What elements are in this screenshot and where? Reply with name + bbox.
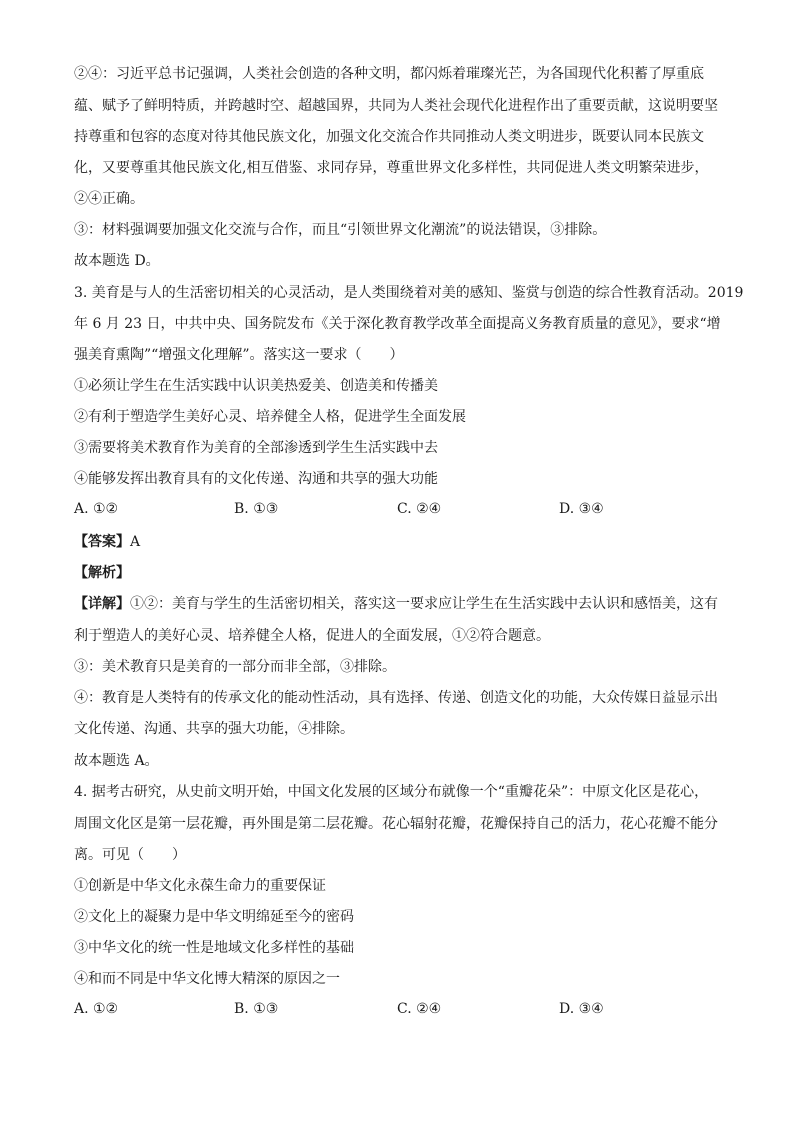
q4-stem-line: 4. 据考古研究，从史前文明开始，中国文化发展的区域分布就像一个“重瓣花朵”：中原文化区是花心， xyxy=(74,784,709,800)
q3-statement: ①必须让学生在生活实践中认识美热爱美、创造美和传播美 xyxy=(74,378,438,394)
q3-conclusion: 故本题选 A。 xyxy=(74,753,159,769)
q4-option-a: A. ①② xyxy=(74,1001,119,1017)
q4-stem-line: 离。可见（ ） xyxy=(74,847,186,863)
q4-statement: ①创新是中华文化永葆生命力的重要保证 xyxy=(74,878,326,894)
q3-detail-line: ④：教育是人类特有的传承文化的能动性活动，具有选择、传递、创造文化的功能，大众传媒日益显示出 xyxy=(74,690,718,706)
q4-statement: ②文化上的凝聚力是中华文明绵延至今的密码 xyxy=(74,909,354,925)
q3-answer xyxy=(74,532,140,552)
q4-stem-line: 周围文化区是第一层花瓣，再外围是第二层花瓣。花心辐射花瓣，花瓣保持自己的活力，花心花瓣不能分 xyxy=(74,816,718,832)
q2-text-line: ②④正确。 xyxy=(74,191,144,207)
q3-stem-line: 强美育熏陶”“增强文化理解”。落实这一要求（ ） xyxy=(74,347,404,363)
q3-stem-line: 3. 美育是与人的生活密切相关的心灵活动，是人类围绕着对美的感知、鉴赏与创造的综合性教育活动。2019 xyxy=(74,285,744,301)
q2-text-line: 持尊重和包容的态度对待其他民族文化，加强文化交流合作共同推动人类文明进步，既要认同本民族文 xyxy=(74,129,704,145)
q3-detail-line: 利于塑造人的美好心灵、培养健全人格，促进人的全面发展，①②符合题意。 xyxy=(74,628,550,644)
answer-label: 【答案】 xyxy=(74,534,130,550)
q3-statement: ②有利于塑造学生美好心灵、培养健全人格，促进学生全面发展 xyxy=(74,409,466,425)
q3-detail-line: 文化传递、沟通、共享的强大功能，④排除。 xyxy=(74,721,354,737)
q3-option-b: B. ①③ xyxy=(234,501,279,517)
q4-option-b: B. ①③ xyxy=(234,1001,279,1017)
q3-stem-line: 年 6 月 23 日，中共中央、国务院发布《关于深化教育教学改革全面提高义务教育质量的意见》，要求“增 xyxy=(74,316,721,332)
answer-value: A xyxy=(130,534,141,550)
q3-statement: ④能够发挥出教育具有的文化传递、沟通和共享的强大功能 xyxy=(74,471,438,487)
q3-detail-line xyxy=(74,594,718,614)
q3-statement: ③需要将美术教育作为美育的全部渗透到学生生活实践中去 xyxy=(74,440,438,456)
q4-options xyxy=(74,1001,734,1021)
q2-text-line: 化，又要尊重其他民族文化,相互借鉴、求同存异，尊重世界文化多样性，共同促进人类文明繁荣进步， xyxy=(74,160,709,176)
q3-option-c: C. ②④ xyxy=(397,501,442,517)
q3-detail-line: ③：美术教育只是美育的一部分而非全部，③排除。 xyxy=(74,659,396,675)
analysis-label: 【解析】 xyxy=(74,565,130,581)
q4-option-c: C. ②④ xyxy=(397,1001,442,1017)
q4-statement: ④和而不同是中华文化博大精深的原因之一 xyxy=(74,971,340,987)
q4-statement: ③中华文化的统一性是地域文化多样性的基础 xyxy=(74,940,354,956)
q3-detail-text: ①②：美育与学生的生活密切相关，落实这一要求应让学生在生活实践中去认识和感悟美，这有 xyxy=(130,596,718,612)
q2-text-line: ②④：习近平总书记强调，人类社会创造的各种文明，都闪烁着璀璨光芒，为各国现代化积蓄了厚重底 xyxy=(74,66,704,82)
q2-text-line: ③：材料强调要加强文化交流与合作，而且“引领世界文化潮流”的说法错误，③排除。 xyxy=(74,222,607,238)
q4-option-d: D. ③④ xyxy=(559,1001,604,1017)
q2-conclusion: 故本题选 D。 xyxy=(74,253,160,269)
q3-option-a: A. ①② xyxy=(74,501,119,517)
q2-text-line: 蕴、赋予了鲜明特质，并跨越时空、超越国界，共同为人类社会现代化进程作出了重要贡献，这说明要坚 xyxy=(74,98,718,114)
q3-options xyxy=(74,501,734,521)
detail-label: 【详解】 xyxy=(74,596,130,612)
q3-option-d: D. ③④ xyxy=(559,501,604,517)
